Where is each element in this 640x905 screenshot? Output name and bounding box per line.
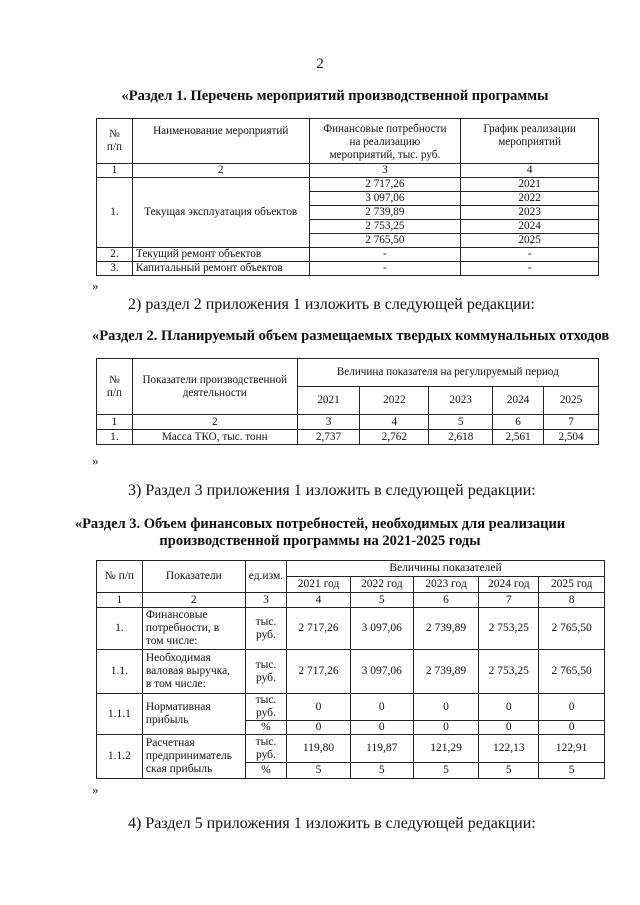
section3-table xyxy=(96,560,605,779)
s3-h-num: № п/п xyxy=(97,561,143,593)
s2-colnum: 4 xyxy=(360,415,429,430)
s1-item3-num: 3. xyxy=(97,262,133,276)
s1-item1-amount: 2 739,89 xyxy=(309,206,461,220)
s3-row-value: 5 xyxy=(539,763,605,779)
s1-item1-year: 2024 xyxy=(461,220,599,234)
s3-row-value: 5 xyxy=(287,763,351,779)
s1-h-finance: Финансовые потребности на реализацию мероприятий, тыс. руб. xyxy=(309,119,461,164)
s3-row-value: 5 xyxy=(479,763,539,779)
s3-row-unit: тыс. руб. xyxy=(245,694,286,721)
s3-h-unit: ед.изм. xyxy=(245,561,286,593)
s3-row-value: 2 765,50 xyxy=(539,650,605,694)
s3-h-year: 2022 год xyxy=(350,577,413,593)
s3-row-num: 1.1.2 xyxy=(97,735,143,779)
s3-colnum: 8 xyxy=(539,593,605,608)
s3-row-value: 121,29 xyxy=(413,735,479,763)
s3-row-name: Необходимая валовая выручка, в том числе: xyxy=(142,650,245,694)
s3-row-value: 5 xyxy=(350,763,413,779)
s3-row-unit-percent: % xyxy=(245,763,286,779)
section2-close-quote: » xyxy=(92,453,99,468)
section2-title: «Раздел 2. Планируемый объем размещаемых твердых коммунальных отходов xyxy=(92,328,610,344)
s1-item1-year: 2025 xyxy=(461,234,599,248)
s1-item1-name: Текущая эксплуатация объектов xyxy=(132,178,309,248)
section3-close-quote: » xyxy=(92,782,99,797)
s3-row-value: 119,80 xyxy=(287,735,351,763)
s3-row-name: Нормативная прибыль xyxy=(142,694,245,735)
section1-table xyxy=(96,118,599,276)
s3-row-value: 3 097,06 xyxy=(350,608,413,650)
s3-colnum: 6 xyxy=(413,593,479,608)
s1-colnum: 2 xyxy=(132,164,309,178)
s2-h-group: Величина показателя на регулируемый период xyxy=(297,359,598,387)
s2-h-year: 2024 xyxy=(493,387,544,415)
s1-colnum: 1 xyxy=(97,164,133,178)
s1-item1-amount: 2 717,26 xyxy=(309,178,461,192)
section1-title: «Раздел 1. Перечень мероприятий производственной программы xyxy=(121,88,549,104)
s1-item1-amount: 2 753,25 xyxy=(309,220,461,234)
s1-item3-amount: - xyxy=(309,262,461,276)
s1-colnum: 4 xyxy=(461,164,599,178)
paragraph-2: 2) раздел 2 приложения 1 изложить в следующей редакции: xyxy=(128,296,535,313)
s3-row-value: 122,13 xyxy=(479,735,539,763)
paragraph-4: 4) Раздел 5 приложения 1 изложить в следующей редакции: xyxy=(128,815,536,832)
s3-row-num: 1.1.1 xyxy=(97,694,143,735)
s2-row-value: 2,561 xyxy=(493,430,544,445)
section3-title-line1: «Раздел 3. Объем финансовых потребностей, необходимых для реализации xyxy=(74,516,566,532)
s2-h-year: 2023 xyxy=(429,387,493,415)
s2-colnum: 3 xyxy=(297,415,360,430)
s1-item2-amount: - xyxy=(309,248,461,262)
s2-h-num: № п/п xyxy=(97,359,133,415)
s3-row-value: 2 717,26 xyxy=(287,608,351,650)
s3-row-value: 0 xyxy=(413,721,479,735)
s3-row-num: 1.1. xyxy=(97,650,143,694)
s2-colnum: 2 xyxy=(132,415,297,430)
s1-colnum: 3 xyxy=(309,164,461,178)
s3-row-value: 0 xyxy=(539,694,605,721)
s3-colnum: 2 xyxy=(142,593,245,608)
s3-row-value: 2 739,89 xyxy=(413,650,479,694)
s3-row-value: 0 xyxy=(413,694,479,721)
s3-row-unit-percent: % xyxy=(245,721,286,735)
s3-row-value: 2 739,89 xyxy=(413,608,479,650)
s3-row-value: 0 xyxy=(479,694,539,721)
s3-h-year: 2025 год xyxy=(539,577,605,593)
paragraph-3: 3) Раздел 3 приложения 1 изложить в следующей редакции: xyxy=(128,482,536,499)
s3-colnum: 1 xyxy=(97,593,143,608)
s3-row-value: 5 xyxy=(413,763,479,779)
s3-row-name: Расчетная предприниматель ская прибыль xyxy=(142,735,245,779)
s2-h-year: 2022 xyxy=(360,387,429,415)
s3-h-group: Величины показателей xyxy=(287,561,605,577)
s3-colnum: 3 xyxy=(245,593,286,608)
s3-row-value: 0 xyxy=(539,721,605,735)
s2-row-name: Масса ТКО, тыс. тонн xyxy=(132,430,297,445)
s1-item1-num: 1. xyxy=(97,178,133,248)
s1-h-schedule: График реализации мероприятий xyxy=(461,119,599,164)
s1-item1-year: 2023 xyxy=(461,206,599,220)
s3-row-value: 2 717,26 xyxy=(287,650,351,694)
s1-item3-year: - xyxy=(461,262,599,276)
s3-row-value: 3 097,06 xyxy=(350,650,413,694)
s1-h-name: Наименование мероприятий xyxy=(132,119,309,164)
s1-h-num: № п/п xyxy=(97,119,133,164)
s1-item1-amount: 2 765,50 xyxy=(309,234,461,248)
page-number: 2 xyxy=(316,56,324,72)
s3-colnum: 4 xyxy=(287,593,351,608)
s3-row-value: 0 xyxy=(287,721,351,735)
s3-row-value: 122,91 xyxy=(539,735,605,763)
s3-row-unit: тыс. руб. xyxy=(245,735,286,763)
s3-row-name: Финансовые потребности, в том числе: xyxy=(142,608,245,650)
s1-item2-year: - xyxy=(461,248,599,262)
s3-row-value: 2 765,50 xyxy=(539,608,605,650)
s3-row-unit: тыс. руб. xyxy=(245,650,286,694)
s2-row-value: 2,737 xyxy=(297,430,360,445)
s3-row-value: 0 xyxy=(287,694,351,721)
s3-colnum: 5 xyxy=(350,593,413,608)
s3-row-value: 0 xyxy=(350,694,413,721)
s3-h-year: 2024 год xyxy=(479,577,539,593)
s3-row-value: 119,87 xyxy=(350,735,413,763)
s1-item1-amount: 3 097,06 xyxy=(309,192,461,206)
s2-h-year: 2025 xyxy=(544,387,599,415)
section3-title-line2: производственной программы на 2021-2025 годы xyxy=(159,533,481,549)
s3-row-unit: тыс. руб. xyxy=(245,608,286,650)
s1-item2-name: Текущий ремонт объектов xyxy=(132,248,309,262)
s2-h-year: 2021 xyxy=(297,387,360,415)
s3-h-year: 2023 год xyxy=(413,577,479,593)
s3-row-value: 0 xyxy=(350,721,413,735)
s3-row-value: 2 753,25 xyxy=(479,650,539,694)
s2-row-value: 2,504 xyxy=(544,430,599,445)
s3-row-num: 1. xyxy=(97,608,143,650)
s2-colnum: 5 xyxy=(429,415,493,430)
section1-close-quote: » xyxy=(92,278,99,293)
s2-colnum: 1 xyxy=(97,415,133,430)
s3-row-value: 0 xyxy=(479,721,539,735)
s2-h-name: Показатели производственной деятельности xyxy=(132,359,297,415)
s2-row-value: 2,762 xyxy=(360,430,429,445)
s1-item3-name: Капитальный ремонт объектов xyxy=(132,262,309,276)
s1-item2-num: 2. xyxy=(97,248,133,262)
s2-colnum: 7 xyxy=(544,415,599,430)
s2-row-value: 2,618 xyxy=(429,430,493,445)
s1-item1-year: 2021 xyxy=(461,178,599,192)
section2-table xyxy=(96,358,599,445)
s1-item1-year: 2022 xyxy=(461,192,599,206)
s3-row-value: 2 753,25 xyxy=(479,608,539,650)
s2-row-num: 1. xyxy=(97,430,133,445)
s3-h-year: 2021 год xyxy=(287,577,351,593)
s3-colnum: 7 xyxy=(479,593,539,608)
s3-h-indicators: Показатели xyxy=(142,561,245,593)
s2-colnum: 6 xyxy=(493,415,544,430)
